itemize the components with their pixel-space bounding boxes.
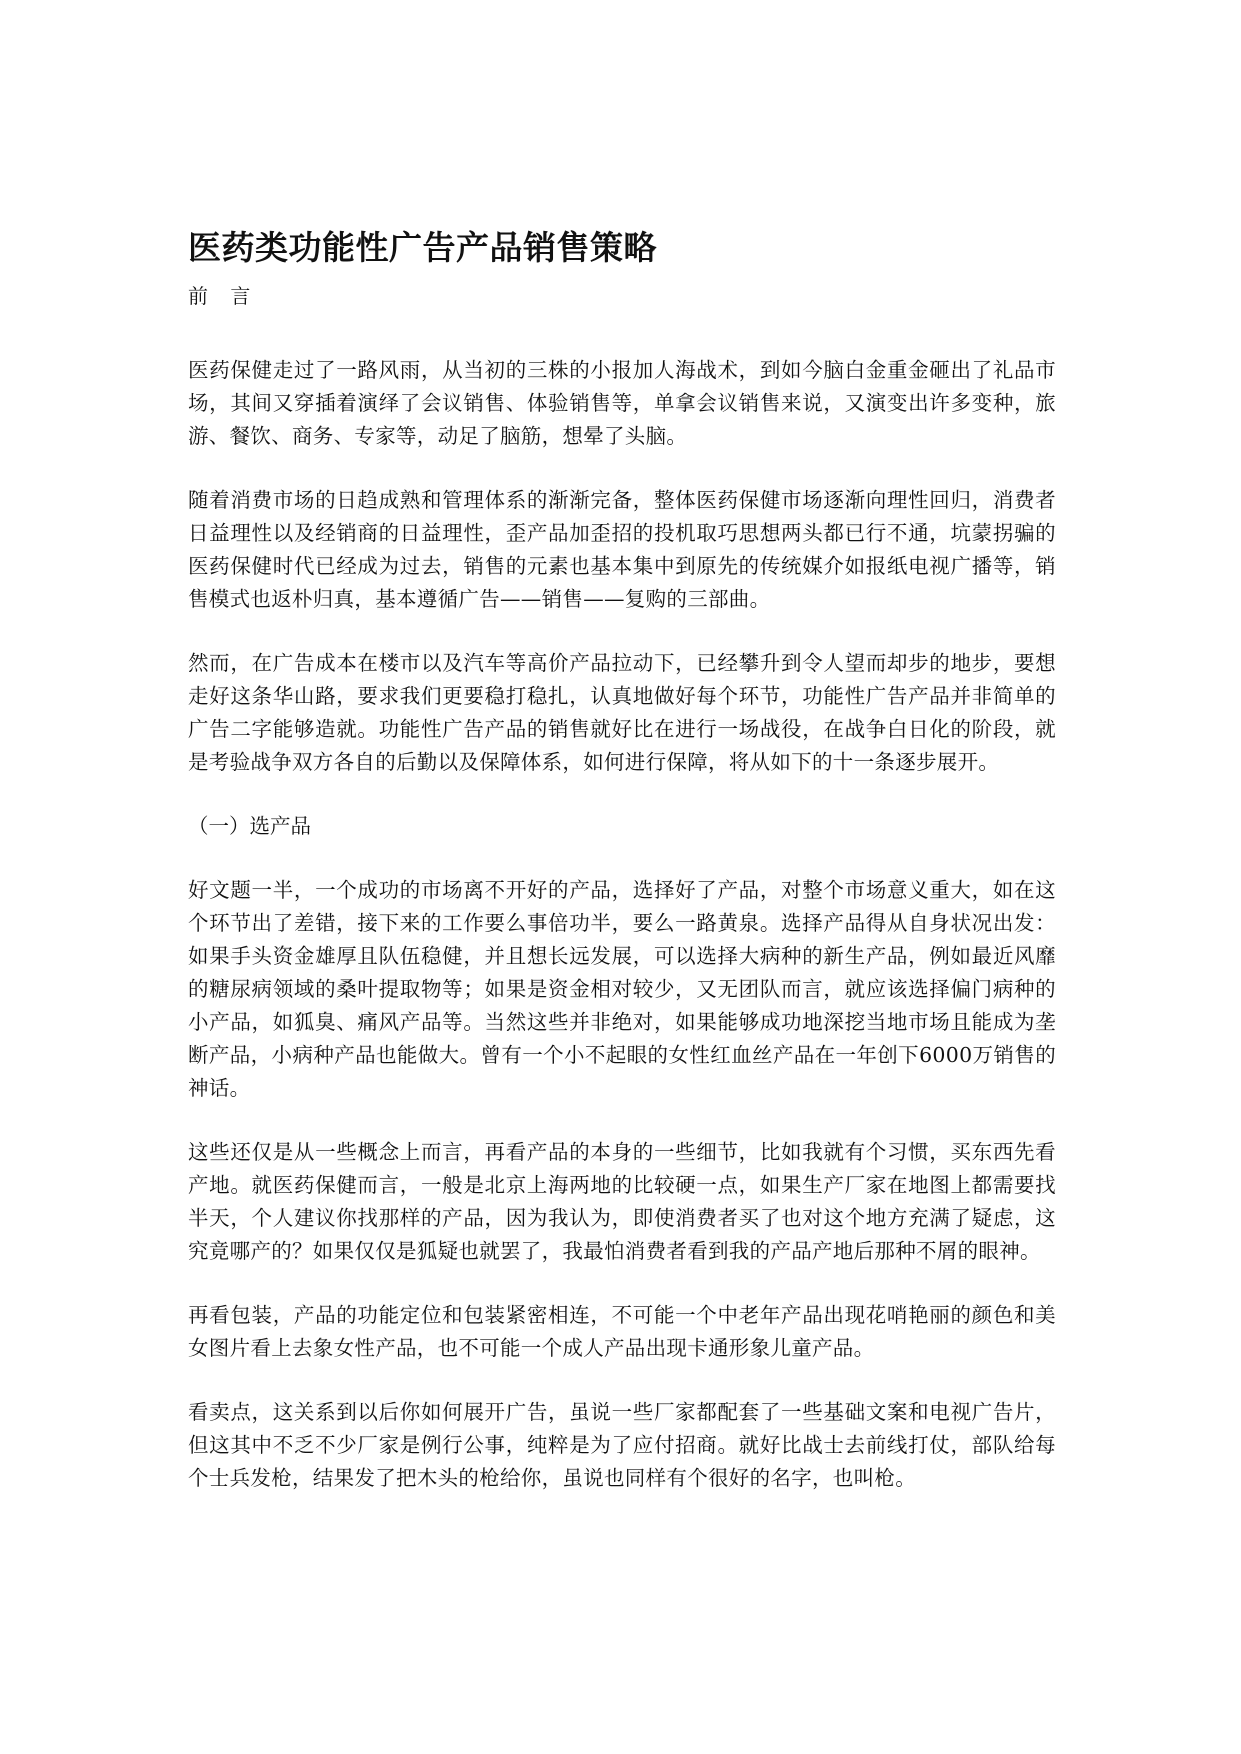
spacer	[188, 1268, 1056, 1299]
section-heading: （一）选产品	[188, 814, 311, 838]
spacer	[188, 616, 1056, 647]
section-paragraph-2: 这些还仅是从一些概念上而言，再看产品的本身的一些细节，比如我就有个习惯，买东西先看产地。就医药保健而言，一般是北京上海两地的比较硬一点，如果生产厂家在地图上都需要找半天，个人建议你找那样的产品，因为我认为，即使消费者买了也对这个地方充满了疑虑，这究竟哪产的？如果仅仅是狐疑也就罢了，我最怕消费者看到我的产品产地后那种不屑的眼神。	[188, 1140, 1056, 1263]
intro-paragraph-1: 医药保健走过了一路风雨，从当初的三株的小报加人海战术，到如今脑白金重金砸出了礼品市场，其间又穿插着演绎了会议销售、体验销售等，单拿会议销售来说，又演变出许多变种，旅游、餐饮、商务、专家等，动足了脑筋，想晕了头脑。	[188, 358, 1056, 448]
section-paragraph-1: 好文题一半，一个成功的市场离不开好的产品，选择好了产品，对整个市场意义重大，如在这个环节出了差错，接下来的工作要么事倍功半，要么一路黄泉。选择产品得从自身状况出发：如果手头资金雄厚且队伍稳健，并且想长远发展，可以选择大病种的新生产品，例如最近风靡的糖尿病领域的桑叶提取物等；如果是资金相对较少，又无团队而言，就应该选择偏门病种的小产品，如狐臭、痛风产品等。当然这些并非绝对，如果能够成功地深挖当地市场且能成为垄断产品，小病种产品也能做大。曾有一个小不起眼的女性红血丝产品在一年创下6000万销售的神话。	[188, 878, 1056, 1100]
section-paragraph-4: 看卖点，这关系到以后你如何展开广告，虽说一些厂家都配套了一些基础文案和电视广告片，但这其中不乏不少厂家是例行公事，纯粹是为了应付招商。就好比战士去前线打仗，部队给每个士兵发枪，结果发了把木头的枪给你，虽说也同样有个很好的名字，也叫枪。	[188, 1400, 1056, 1490]
intro-paragraph-2: 随着消费市场的日趋成熟和管理体系的渐渐完备，整体医药保健市场逐渐向理性回归，消费者日益理性以及经销商的日益理性，歪产品加歪招的投机取巧思想两头都已行不通，坑蒙拐骗的医药保健时代已经成为过去，销售的元素也基本集中到原先的传统媒介如报纸电视广播等，销售模式也返朴归真，基本遵循广告——销售——复购的三部曲。	[188, 488, 1056, 611]
spacer	[188, 312, 1056, 354]
document-page	[188, 222, 1056, 1495]
intro-paragraph-3: 然而，在广告成本在楼市以及汽车等高价产品拉动下，已经攀升到令人望而却步的地步，要想走好这条华山路，要求我们更要稳打稳扎，认真地做好每个环节，功能性广告产品并非简单的广告二字能够造就。功能性广告产品的销售就好比在进行一场战役，在战争白日化的阶段，就是考验战争双方各自的后勤以及保障体系，如何进行保障，将从如下的十一条逐步展开。	[188, 651, 1056, 774]
spacer	[188, 1105, 1056, 1136]
spacer	[188, 1365, 1056, 1396]
document-title: 医药类功能性广告产品销售策略	[188, 228, 657, 267]
preface-label: 前 言	[188, 284, 259, 308]
spacer	[188, 453, 1056, 484]
spacer	[188, 779, 1056, 810]
section-paragraph-3: 再看包装，产品的功能定位和包装紧密相连，不可能一个中老年产品出现花哨艳丽的颜色和美女图片看上去象女性产品，也不可能一个成人产品出现卡通形象儿童产品。	[188, 1303, 1056, 1360]
spacer	[188, 843, 1056, 874]
